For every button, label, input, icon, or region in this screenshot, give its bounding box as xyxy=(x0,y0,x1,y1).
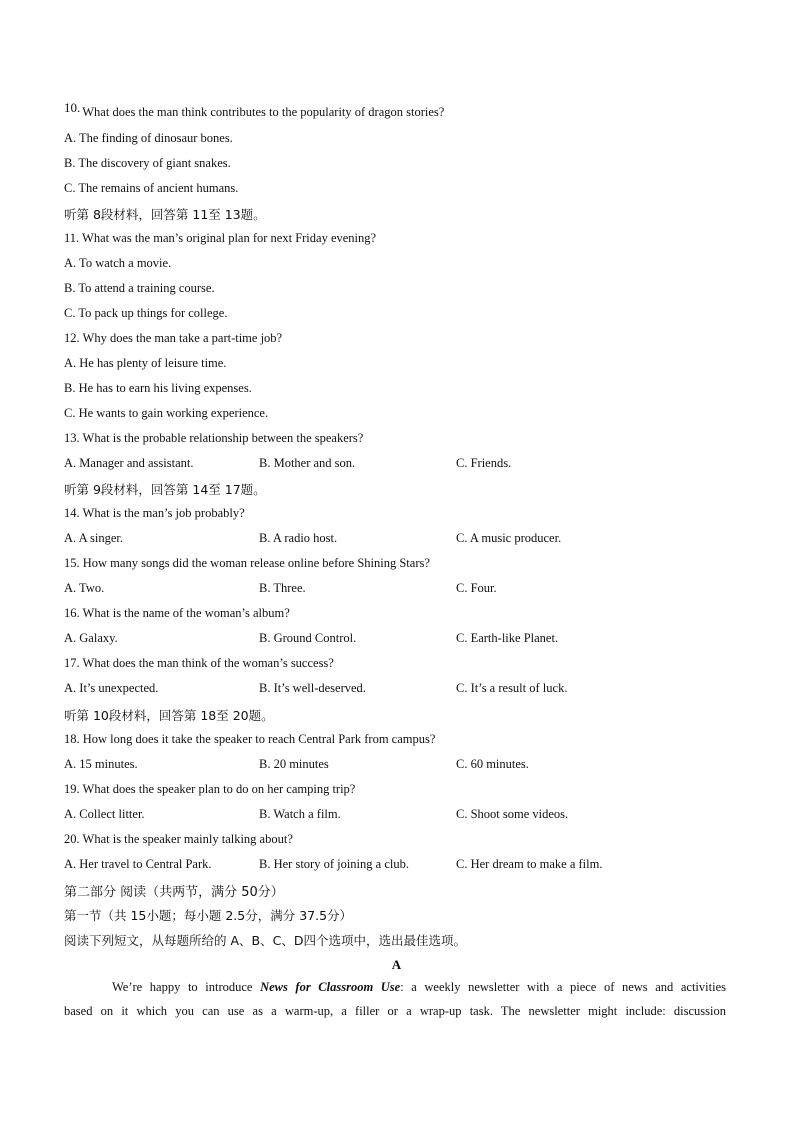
question-20: 20. What is the speaker mainly talking about? xyxy=(64,832,293,846)
question-16: 16. What is the name of the woman’s album? xyxy=(64,606,290,620)
section-header-10: 听第 10段材料，回答第 18至 20题。 xyxy=(64,708,274,723)
passage-line-1 xyxy=(88,980,726,995)
option-a: A. He has plenty of leisure time. xyxy=(64,356,227,370)
question-number: 10. xyxy=(64,100,81,115)
option-a: A. Collect litter. xyxy=(64,807,145,821)
question-12: 12. Why does the man take a part-time job? xyxy=(64,331,283,345)
question-15: 15. How many songs did the woman release online before Shining Stars? xyxy=(64,556,430,570)
option-b: B. Mother and son. xyxy=(259,456,356,470)
option-b: B. Watch a film. xyxy=(259,807,341,821)
option-a: A. Two. xyxy=(64,581,105,595)
newsletter-title: News for Classroom Use xyxy=(260,980,401,994)
part-two-heading: 第二部分 阅读（共两节，满分 50分） xyxy=(64,885,284,900)
option-c: C. He wants to gain working experience. xyxy=(64,406,269,420)
question-10 xyxy=(64,100,445,120)
option-c: C. Her dream to make a film. xyxy=(456,857,603,871)
option-a: A. Her travel to Central Park. xyxy=(64,857,212,871)
option-a: A. To watch a movie. xyxy=(64,256,172,270)
option-b: B. Her story of joining a club. xyxy=(259,857,409,871)
question-13: 13. What is the probable relationship between the speakers? xyxy=(64,431,364,445)
option-a: A. 15 minutes. xyxy=(64,757,138,771)
question-19: 19. What does the speaker plan to do on her camping trip? xyxy=(64,782,356,796)
option-b: B. He has to earn his living expenses. xyxy=(64,381,252,395)
option-a: A. A singer. xyxy=(64,531,124,545)
section-header-8: 听第 8段材料，回答第 11至 13题。 xyxy=(64,207,266,222)
option-b: B. To attend a training course. xyxy=(64,281,215,295)
passage-label: A xyxy=(391,957,402,972)
passage-line-2: based on it which you can use as a warm-up, a filler or a wrap-up task. The newsletter might include: discussion xyxy=(64,1004,726,1018)
option-c: C. The remains of ancient humans. xyxy=(64,181,239,195)
option-c: C. 60 minutes. xyxy=(456,757,529,771)
passage-text: : a weekly newsletter with a piece of news and activities xyxy=(400,980,726,994)
option-c: C. Friends. xyxy=(456,456,512,470)
option-a: A. The finding of dinosaur bones. xyxy=(64,131,233,145)
reading-instruction: 阅读下列短文，从每题所给的 A、B、C、D四个选项中，选出最佳选项。 xyxy=(64,933,466,948)
passage-text: We’re happy to introduce xyxy=(112,980,261,994)
option-a: A. It’s unexpected. xyxy=(64,681,159,695)
option-b: B. Three. xyxy=(259,581,306,595)
option-b: B. Ground Control. xyxy=(259,631,357,645)
question-14: 14. What is the man’s job probably? xyxy=(64,506,245,520)
option-c: C. It’s a result of luck. xyxy=(456,681,568,695)
option-c: C. To pack up things for college. xyxy=(64,306,228,320)
option-b: B. It’s well-deserved. xyxy=(259,681,366,695)
option-a: A. Galaxy. xyxy=(64,631,118,645)
option-c: C. Earth-like Planet. xyxy=(456,631,559,645)
option-b: B. The discovery of giant snakes. xyxy=(64,156,231,170)
question-text: What does the man think contributes to the popularity of dragon stories? xyxy=(82,105,445,119)
question-11: 11. What was the man’s original plan for next Friday evening? xyxy=(64,231,377,245)
section-one-heading: 第一节（共 15小题；每小题 2.5分，满分 37.5分） xyxy=(64,908,353,923)
option-c: C. A music producer. xyxy=(456,531,562,545)
option-b: B. 20 minutes xyxy=(259,757,329,771)
section-header-9: 听第 9段材料，回答第 14至 17题。 xyxy=(64,482,266,497)
option-c: C. Shoot some videos. xyxy=(456,807,569,821)
question-17: 17. What does the man think of the woman’s success? xyxy=(64,656,334,670)
option-a: A. Manager and assistant. xyxy=(64,456,194,470)
option-c: C. Four. xyxy=(456,581,497,595)
option-b: B. A radio host. xyxy=(259,531,338,545)
question-18: 18. How long does it take the speaker to reach Central Park from campus? xyxy=(64,732,436,746)
